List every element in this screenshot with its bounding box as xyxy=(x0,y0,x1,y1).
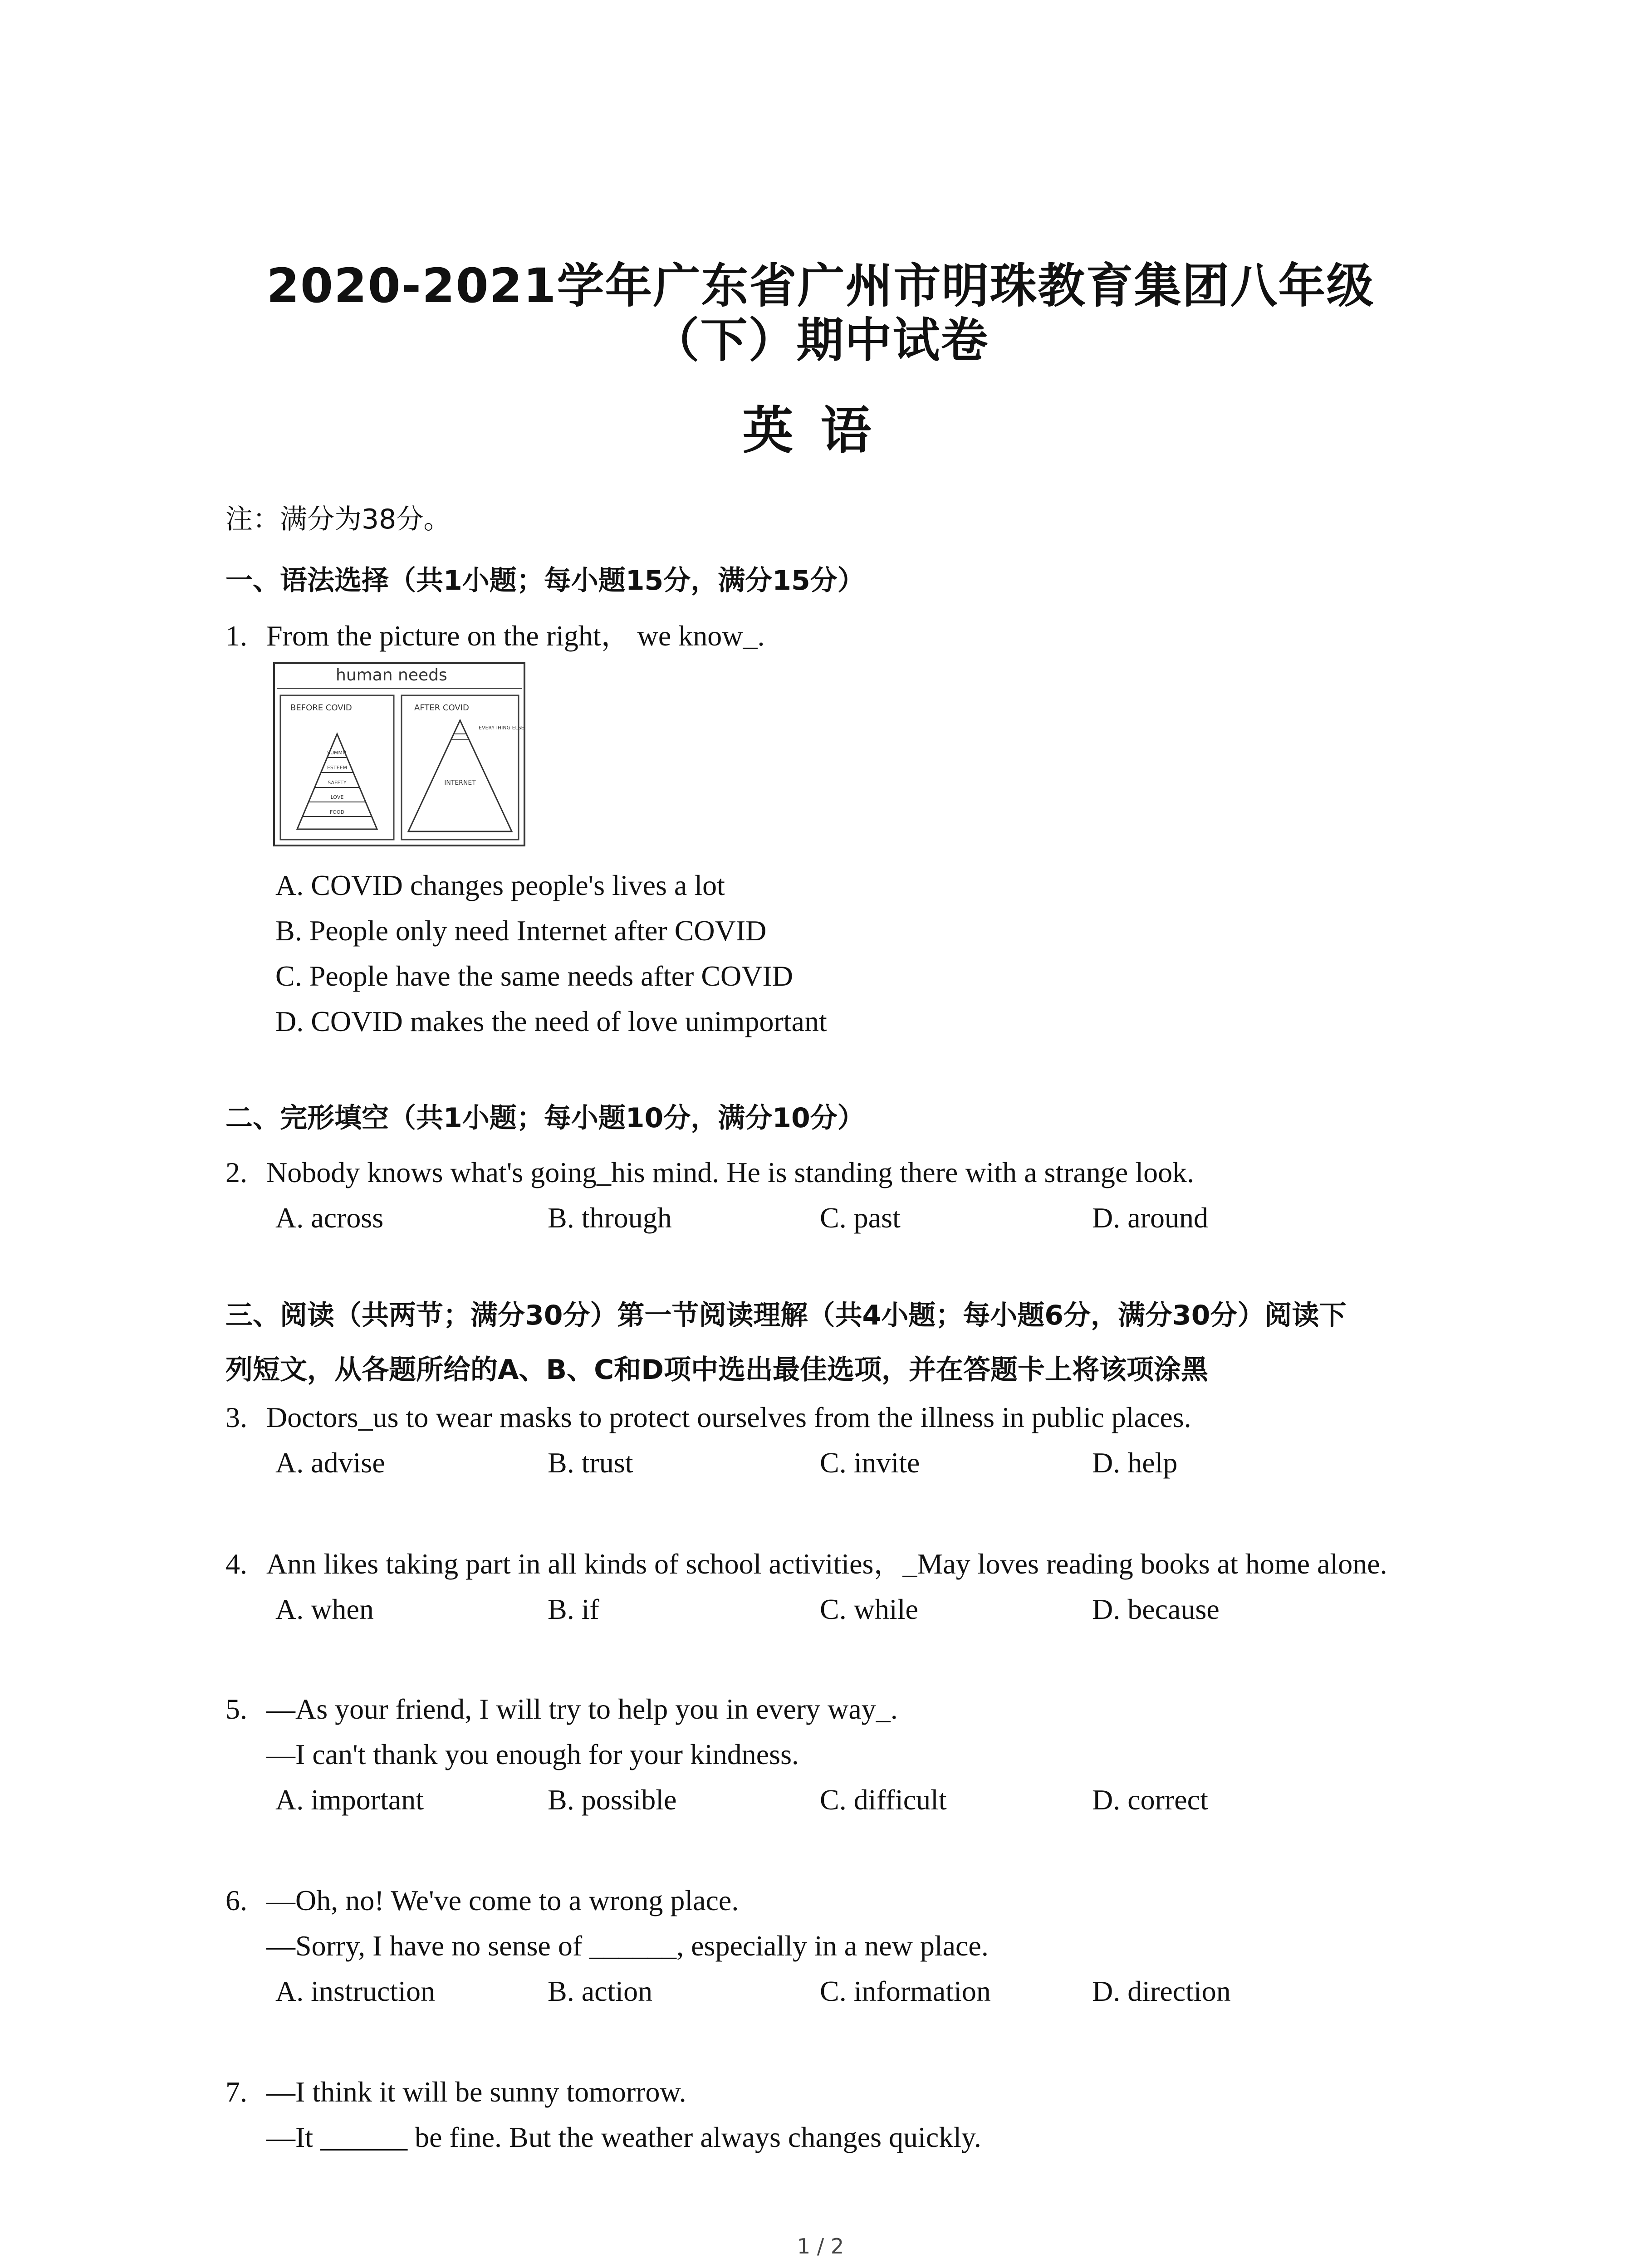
option-a: A. across xyxy=(275,1202,384,1234)
section-heading-3-line-1: 三、阅读（共两节；满分30分）第一节阅读理解（共4小题；每小题6分，满分30分）阅读下 xyxy=(225,1300,1347,1331)
level-label: FOOD xyxy=(329,809,345,815)
question-stem: Doctors_us to wear masks to protect ourselves from the illness in public places. xyxy=(266,1401,1191,1433)
question-5 xyxy=(225,1686,1473,1732)
question-4 xyxy=(225,1541,1473,1587)
option-b: B. trust xyxy=(548,1447,633,1479)
level-label: SAFETY xyxy=(328,780,347,786)
question-stem: From the picture on the right， we know_. xyxy=(266,620,765,652)
option-d: D. because xyxy=(1092,1593,1220,1625)
question-number: 5. xyxy=(225,1693,247,1725)
question-stem: Ann likes taking part in all kinds of school activities，_May loves reading books at home alone. xyxy=(266,1548,1387,1580)
figure-left-label: BEFORE COVID xyxy=(290,703,352,713)
question-stem: —As your friend, I will try to help you in every way_. xyxy=(266,1693,898,1725)
option-d: D. direction xyxy=(1092,1975,1231,2007)
option-a: A. important xyxy=(275,1784,424,1816)
question-7-reply: —It ______ be fine. But the weather always changes quickly. xyxy=(266,2121,981,2153)
human-needs-cartoon xyxy=(272,661,526,847)
section-heading-3-line-2: 列短文，从各题所给的A、B、C和D项中选出最佳选项，并在答题卡上将该项涂黑 xyxy=(225,1354,1209,1386)
option-d: D. COVID makes the need of love unimportant xyxy=(275,1005,827,1037)
option-c: C. People have the same needs after COVID xyxy=(275,960,793,992)
score-note: 注：满分为38分。 xyxy=(225,503,451,535)
subject-heading: 英语 xyxy=(742,401,899,460)
title-line-2: （下）期中试卷 xyxy=(652,313,989,368)
option-b: B. if xyxy=(548,1593,599,1625)
question-number: 1. xyxy=(225,620,247,652)
question-number: 7. xyxy=(225,2076,247,2108)
figure-right-top: EVERYTHING ELSE xyxy=(479,725,524,731)
option-c: C. invite xyxy=(820,1447,920,1479)
level-label: SUMMIT xyxy=(327,750,347,756)
question-number: 2. xyxy=(225,1156,247,1188)
option-d: D. help xyxy=(1092,1447,1178,1479)
figure-right-label: AFTER COVID xyxy=(414,703,469,713)
option-c: C. information xyxy=(820,1975,991,2007)
question-number: 4. xyxy=(225,1548,247,1580)
section-heading-1: 一、语法选择（共1小题；每小题15分，满分15分） xyxy=(225,565,865,596)
title-line-1: 2020-2021学年广东省广州市明珠教育集团八年级 xyxy=(266,258,1375,313)
question-6 xyxy=(225,1878,1473,1923)
question-5-reply: —I can't thank you enough for your kindness. xyxy=(266,1738,799,1770)
option-d: D. correct xyxy=(1092,1784,1208,1816)
option-a: A. COVID changes people's lives a lot xyxy=(275,869,725,901)
question-stem: Nobody knows what's going_his mind. He is standing there with a strange look. xyxy=(266,1156,1195,1188)
option-c: C. difficult xyxy=(820,1784,947,1816)
option-b: B. action xyxy=(548,1975,653,2007)
question-3 xyxy=(225,1395,1473,1440)
question-6-reply: —Sorry, I have no sense of ______, especially in a new place. xyxy=(266,1930,989,1962)
question-number: 6. xyxy=(225,1884,247,1916)
question-number: 3. xyxy=(225,1401,247,1433)
option-b: B. through xyxy=(548,1202,672,1234)
option-a: A. instruction xyxy=(275,1975,435,2007)
section-heading-3 xyxy=(225,1288,1473,1397)
section-heading-2: 二、完形填空（共1小题；每小题10分，满分10分） xyxy=(225,1102,865,1134)
option-b: B. People only need Internet after COVID xyxy=(275,914,767,947)
figure-right-base: INTERNET xyxy=(444,779,476,787)
level-label: LOVE xyxy=(330,794,344,800)
option-c: C. while xyxy=(820,1593,918,1625)
level-label: ESTEEM xyxy=(327,765,348,771)
option-d: D. around xyxy=(1092,1202,1208,1234)
question-7 xyxy=(225,2069,1473,2115)
question-2 xyxy=(225,1150,1473,1195)
option-a: A. advise xyxy=(275,1447,385,1479)
question-stem: —I think it will be sunny tomorrow. xyxy=(266,2076,686,2108)
option-b: B. possible xyxy=(548,1784,677,1816)
page-number: 1 / 2 xyxy=(797,2234,844,2258)
question-1 xyxy=(225,613,1473,659)
option-c: C. past xyxy=(820,1202,901,1234)
option-a: A. when xyxy=(275,1593,374,1625)
figure-title: human needs xyxy=(336,666,447,684)
question-stem: —Oh, no! We've come to a wrong place. xyxy=(266,1884,739,1916)
